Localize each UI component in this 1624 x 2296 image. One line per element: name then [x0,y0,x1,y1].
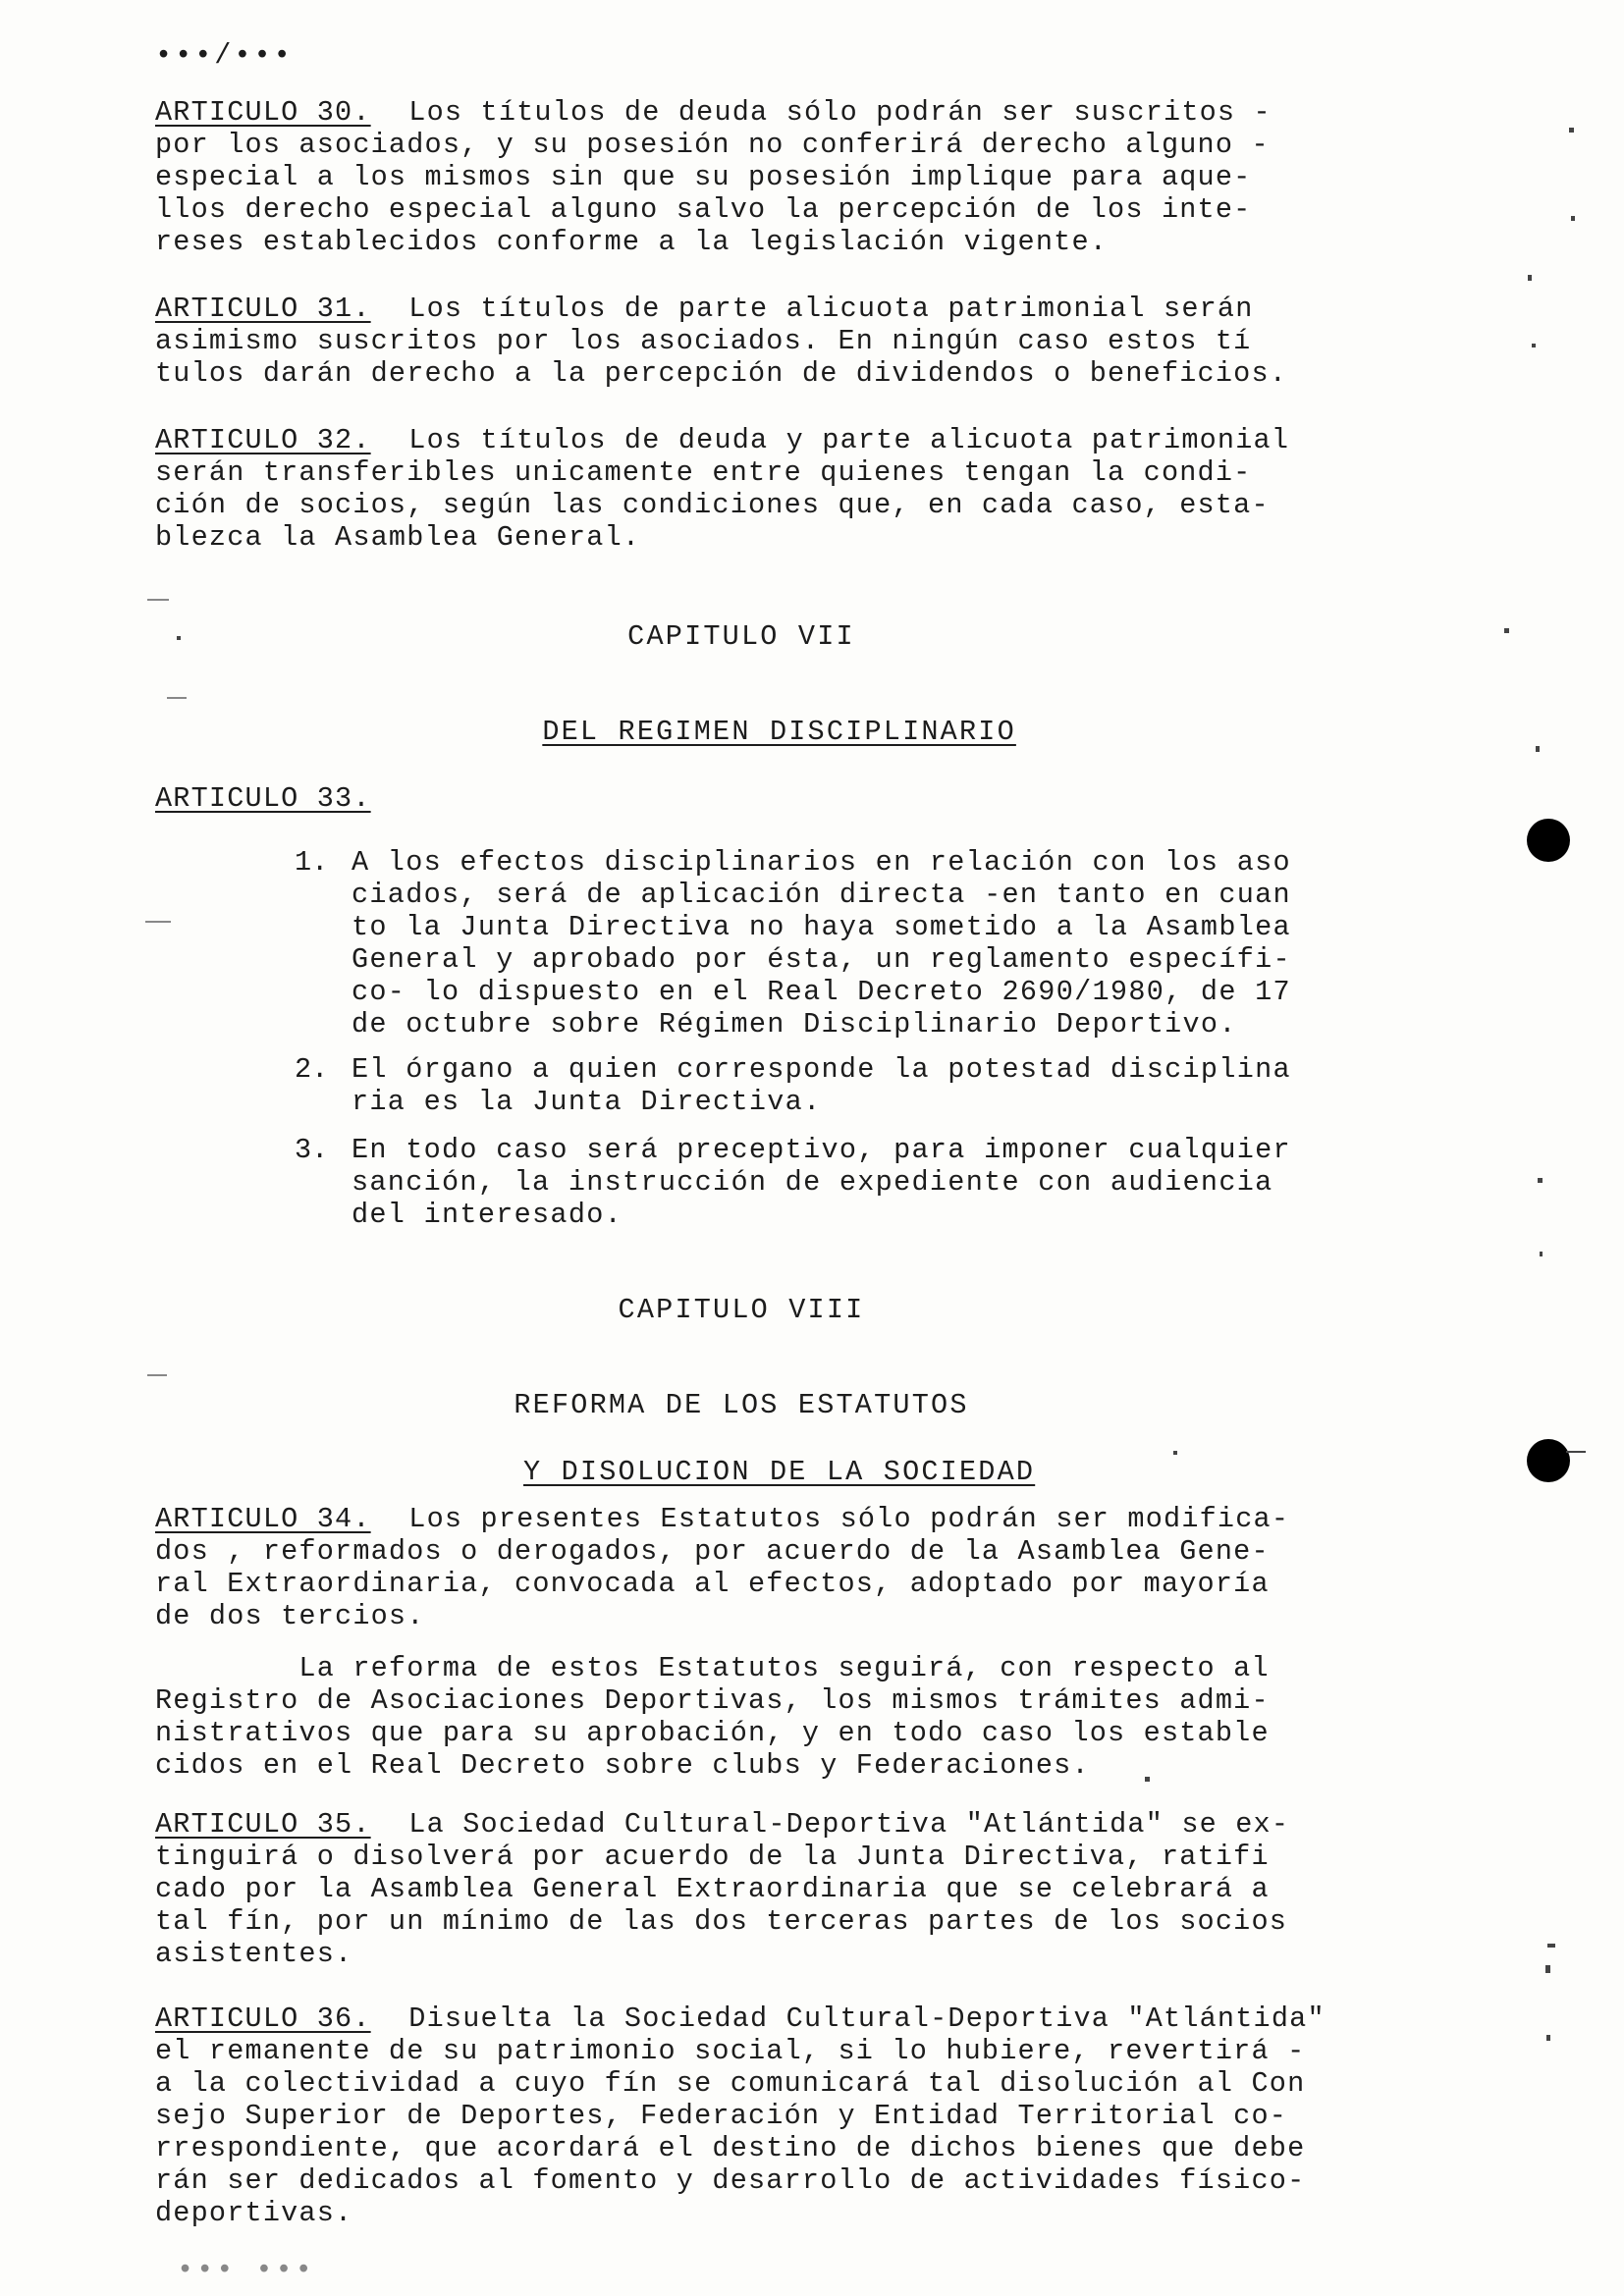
scan-speck [1528,275,1532,281]
article-35-line-2: tinguirá o disolverá por acuerdo de la Junta Directiva, ratifi [155,1841,1270,1873]
article-30-line-4: llos derecho especial alguno salvo la percepción de los inte- [155,193,1252,226]
article-31-line-2: asimismo suscritos por los asociados. En ningún caso estos tí [155,325,1252,357]
article-30-line-1: Los títulos de deuda sólo podrán ser suscritos - [391,96,1272,129]
article-30-title: ARTICULO 30. [155,96,371,129]
scan-speck [1145,1777,1150,1782]
scan-speck [1540,1252,1543,1256]
article-34-para2-line-4: cidos en el Real Decreto sobre clubs y Federaciones. [155,1749,1090,1782]
scan-speck [1504,628,1509,633]
article-31-title: ARTICULO 31. [155,293,371,325]
chapter-8-subtitle-line-2: Y DISOLUCION DE LA SOCIEDAD [523,1456,1036,1488]
article-34-line-2: dos , reformados o derogados, por acuerdo de la Asamblea Gene- [155,1535,1270,1568]
article-33-item-2-line-2: ria es la Junta Directiva. [352,1086,822,1118]
article-34-line-4: de dos tercios. [155,1600,425,1632]
scan-speck [1569,128,1574,133]
article-33-item-1-line-1: A los efectos disciplinarios en relación con los aso [352,846,1291,879]
article-34-para2-line-1: La reforma de estos Estatutos seguirá, con respecto al [155,1652,1270,1684]
continuation-marker-bottom: ••• ••• [177,2254,315,2286]
article-34-para2-line-3: nistrativos que para su aprobación, y en todo caso los estable [155,1717,1270,1749]
chapter-7-heading: CAPITULO VII [627,620,855,653]
article-33-item-1-line-3: to la Junta Directiva no haya sometido a la Asamblea [352,911,1291,943]
article-34-line-3: ral Extraordinaria, convocada al efectos, adoptado por mayoría [155,1568,1270,1600]
article-36-line-4: sejo Superior de Deportes, Federación y Entidad Territorial co- [155,2100,1288,2132]
article-36-line-5: rrespondiente, que acordará el destino de dichos bienes que debe [155,2132,1306,2164]
article-33-item-3-line-3: del interesado. [352,1199,623,1231]
scan-speck [177,636,181,640]
scan-speck [1547,1944,1555,1948]
chapter-8-heading: CAPITULO VIII [618,1294,865,1326]
scan-speck [145,921,171,923]
article-30-line-3: especial a los mismos sin que su posesión implique para aque- [155,161,1252,193]
article-31-line-3: tulos darán derecho a la percepción de dividendos o beneficios. [155,357,1288,390]
article-34-para2-line-2: Registro de Asociaciones Deportivas, los mismos trámites admi- [155,1684,1270,1717]
article-33-item-1-line-5: co- lo dispuesto en el Real Decreto 2690/1980, de 17 [352,976,1291,1008]
punch-hole-bottom [1527,1439,1570,1482]
chapter-7-subtitle: DEL REGIMEN DISCIPLINARIO [542,716,1016,748]
article-35-line-5: asistentes. [155,1938,353,1970]
article-33-item-2-number: 2. [295,1053,329,1086]
article-30-line-5: reses establecidos conforme a la legislación vigente. [155,226,1109,258]
article-32-line-4: blezca la Asamblea General. [155,521,641,554]
article-35-line-3: cado por la Asamblea General Extraordinaria que se celebrará a [155,1873,1270,1905]
article-33-item-1-line-6: de octubre sobre Régimen Disciplinario Deportivo. [352,1008,1237,1041]
article-35-title: ARTICULO 35. [155,1808,371,1841]
article-36-line-2: el remanente de su patrimonio social, si lo hubiere, revertirá - [155,2035,1306,2067]
article-32-line-3: ción de socios, según las condiciones que, en cada caso, esta- [155,489,1270,521]
article-30-line-2: por los asociados, y su posesión no conferirá derecho alguno - [155,129,1270,161]
article-33-item-1-line-2: ciados, será de aplicación directa -en tanto en cuan [352,879,1291,911]
scan-speck [1546,2035,1550,2041]
scan-speck [1538,1178,1543,1183]
article-36-line-6: rán ser dedicados al fomento y desarrollo de actividades físico- [155,2164,1306,2197]
article-33-item-3-number: 3. [295,1134,329,1166]
scan-speck [1536,746,1540,752]
continuation-marker-top: •••/••• [155,39,294,72]
article-32-line-1: Los títulos de deuda y parte alicuota patrimonial [391,424,1290,456]
article-32-line-2: serán transferibles unicamente entre quienes tengan la condi- [155,456,1252,489]
article-34-line-1: Los presentes Estatutos sólo podrán ser modifica- [391,1503,1290,1535]
scan-speck [1545,1965,1550,1973]
article-36-line-7: deportivas. [155,2197,353,2229]
scan-speck [1532,344,1536,347]
article-33-item-3-line-2: sanción, la instrucción de expediente con audiencia [352,1166,1273,1199]
article-36-line-1: Disuelta la Sociedad Cultural-Deportiva "Atlántida" [391,2002,1326,2035]
scan-speck [1571,216,1575,221]
scan-speck [167,697,187,699]
article-36-line-3: a la colectividad a cuyo fín se comunicará tal disolución al Con [155,2067,1306,2100]
article-36-title: ARTICULO 36. [155,2002,371,2035]
article-32-title: ARTICULO 32. [155,424,371,456]
article-34-title: ARTICULO 34. [155,1503,371,1535]
scan-speck [147,599,169,601]
scan-speck [1173,1451,1177,1455]
scan-speck [1566,1451,1586,1453]
article-33-item-2-line-1: El órgano a quien corresponde la potestad disciplina [352,1053,1291,1086]
article-33-title: ARTICULO 33. [155,782,371,815]
scan-speck [147,1374,167,1376]
article-33-item-1-line-4: General y aprobado por ésta, un reglamento específi- [352,943,1291,976]
article-31-line-1: Los títulos de parte alicuota patrimonial serán [391,293,1254,325]
punch-hole-top [1527,819,1570,862]
article-35-line-1: La Sociedad Cultural-Deportiva "Atlántida" se ex- [391,1808,1290,1841]
article-33-item-3-line-1: En todo caso será preceptivo, para imponer cualquier [352,1134,1291,1166]
article-35-line-4: tal fín, por un mínimo de las dos terceras partes de los socios [155,1905,1288,1938]
chapter-8-subtitle-line-1: REFORMA DE LOS ESTATUTOS [514,1389,969,1421]
article-33-item-1-number: 1. [295,846,329,879]
